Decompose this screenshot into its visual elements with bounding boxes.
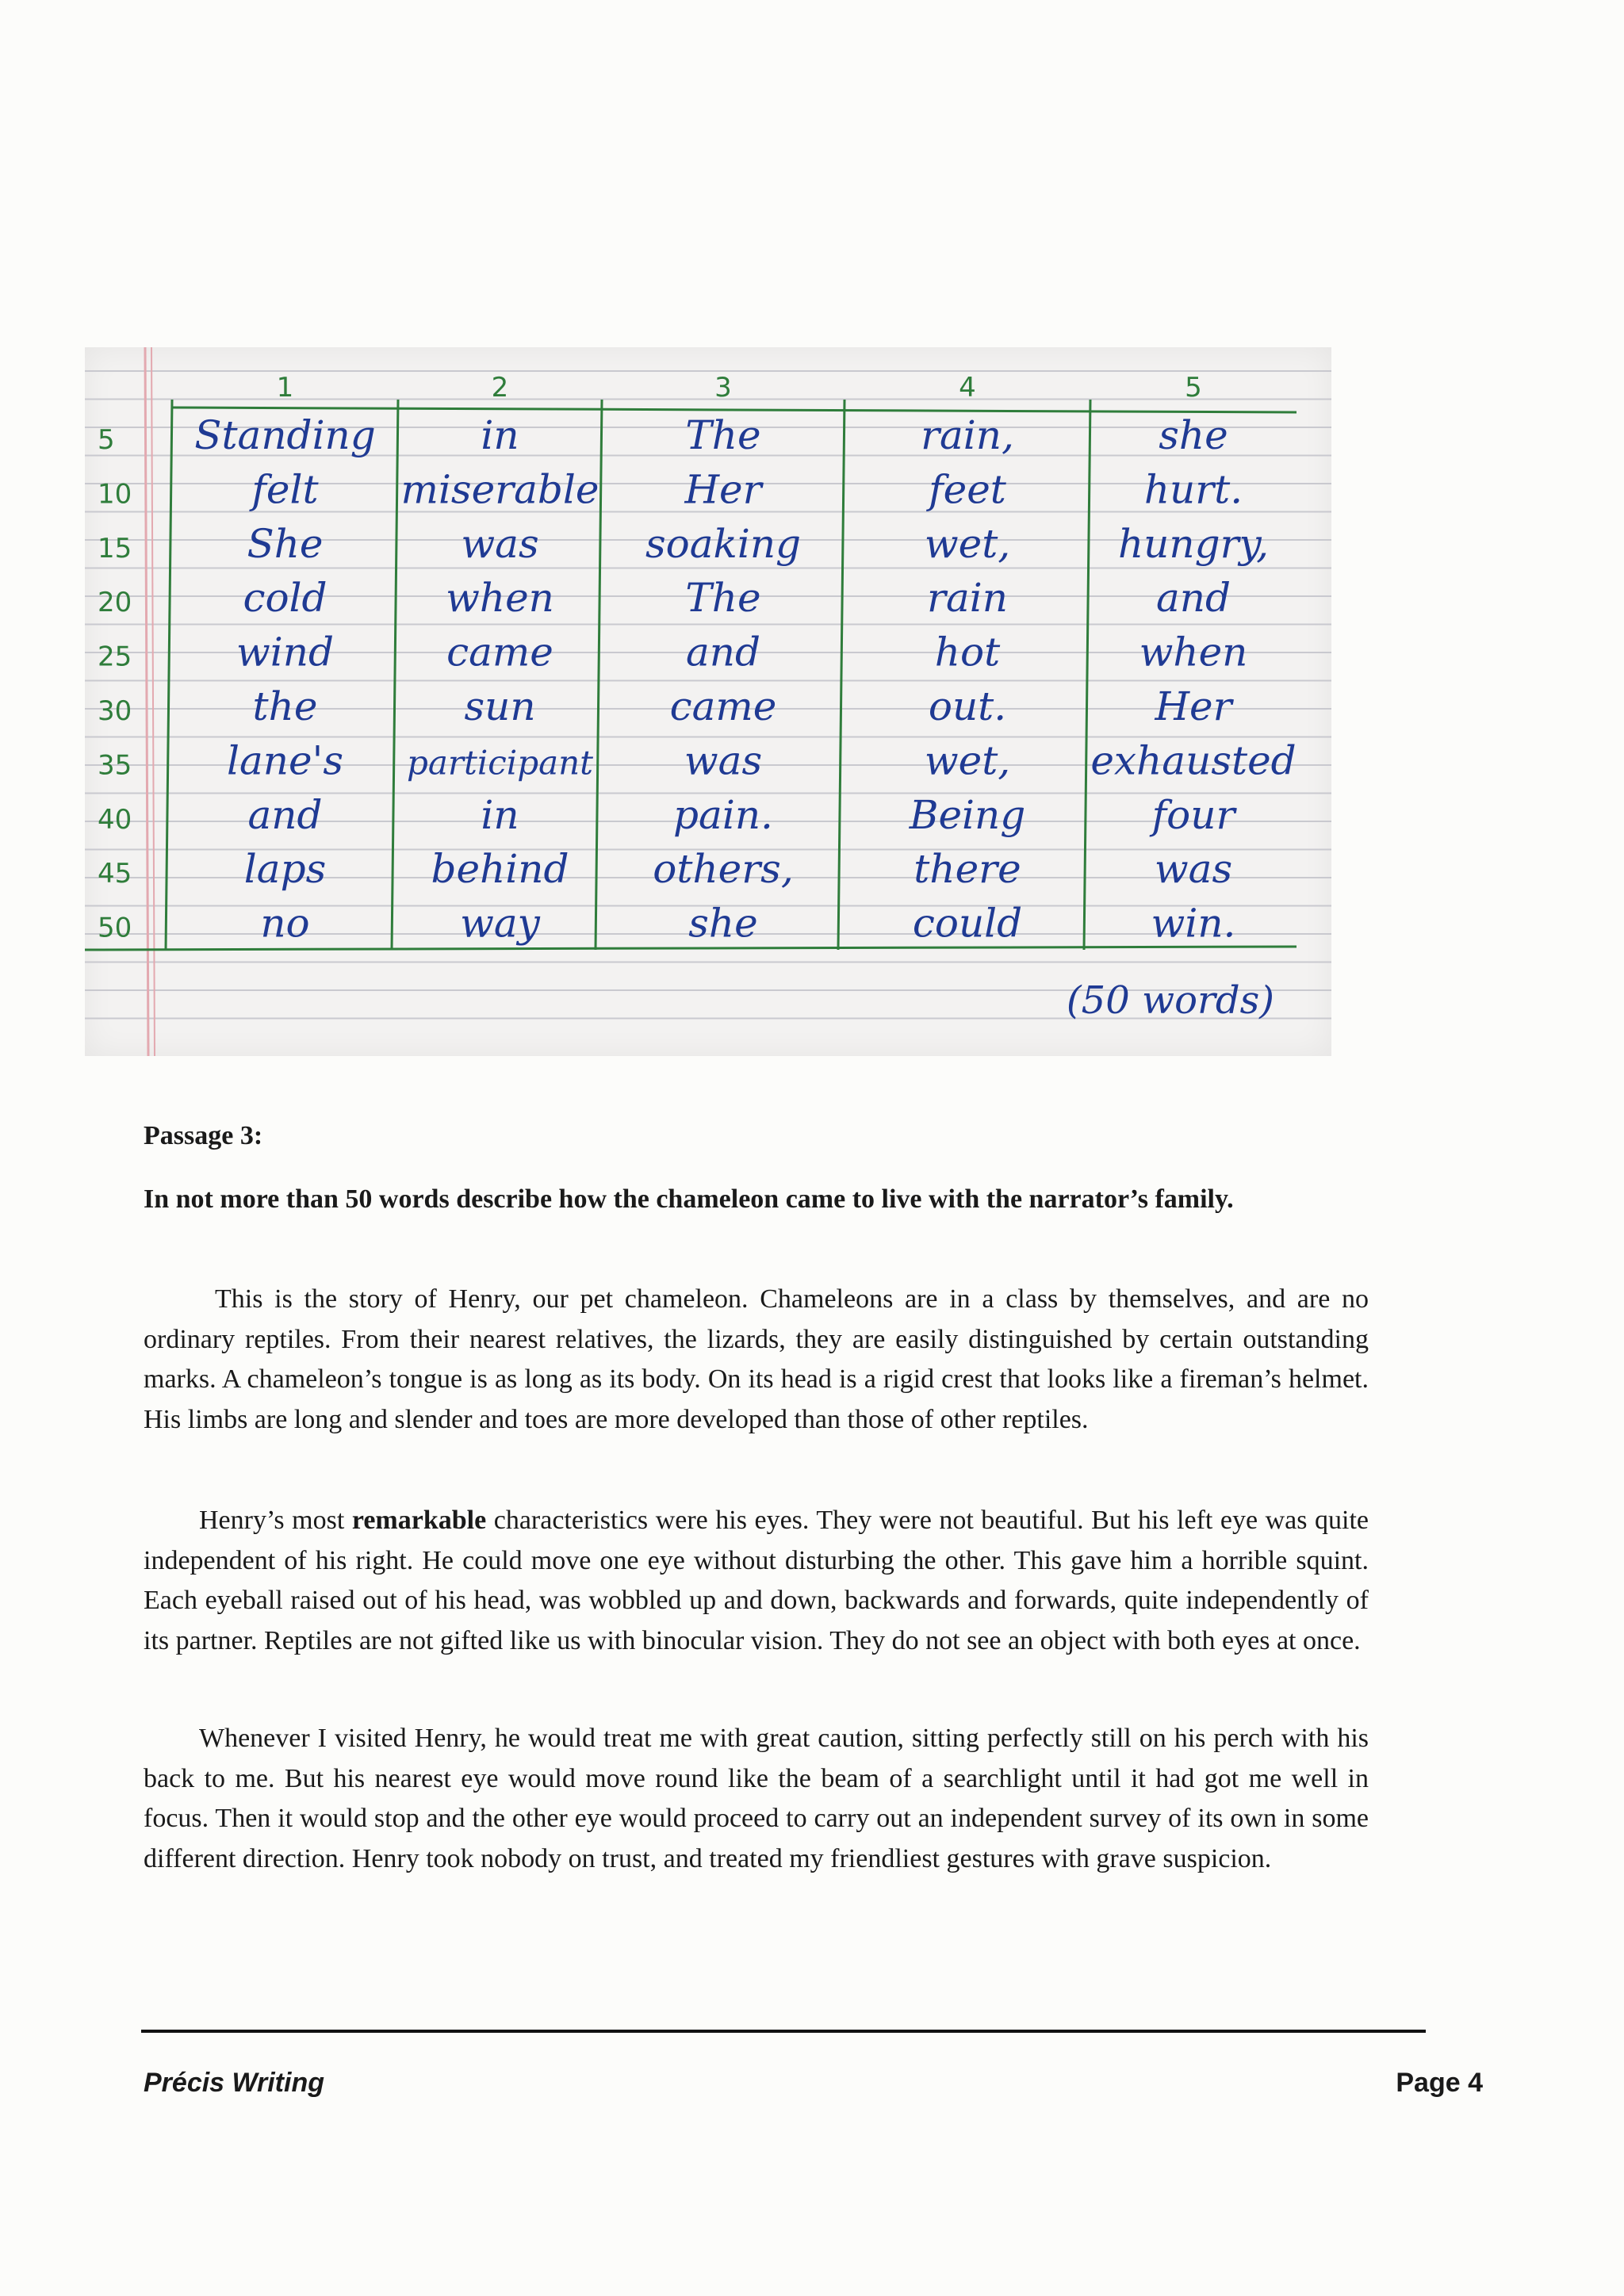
handwritten-word: way <box>460 900 540 947</box>
column-number: 3 <box>714 372 732 404</box>
handwritten-word: no <box>260 900 310 947</box>
handwritten-word: feet <box>929 466 1006 513</box>
handwritten-word: was <box>684 737 763 784</box>
table-column-line <box>838 400 845 950</box>
word-count-label: 20 <box>98 587 132 619</box>
word-count-label: 45 <box>98 858 132 890</box>
handwritten-word: rain <box>927 575 1008 622</box>
word-count-label: 10 <box>98 478 132 511</box>
footer-divider <box>141 2030 1426 2033</box>
handwritten-word: She <box>247 520 324 567</box>
footer-page-number: Page 4 <box>1396 2068 1483 2098</box>
handwritten-word: felt <box>251 466 319 513</box>
paragraph-2 <box>144 1501 1369 1661</box>
handwritten-word: there <box>914 846 1021 893</box>
paragraph-2-rest: characteristics were his eyes. They were not beautiful. But his left eye was quite independent of his right. He could move one eye without disturbing the other. This gave him a horrible squint. Each eyeball raised out of his head, was wobbled up and down, backwards and forwards, quite independently of its partner. Reptiles are not gifted like us with binocular vision. They do not see an object with both eyes at once. <box>144 1506 1369 1655</box>
passage-title: Passage 3: <box>144 1121 263 1150</box>
handwritten-word: was <box>1154 846 1233 893</box>
handwritten-word: was <box>461 520 539 567</box>
handwritten-word: hurt. <box>1143 466 1243 513</box>
handwritten-word: pain. <box>673 791 773 838</box>
table-column-line <box>392 400 398 950</box>
handwritten-word: she <box>688 900 758 947</box>
paragraph-2-bold-word: remarkable <box>351 1506 487 1535</box>
handwritten-word: when <box>1139 629 1248 675</box>
handwritten-word: laps <box>243 846 327 893</box>
word-count-label: 25 <box>98 641 132 673</box>
table-column-line <box>1084 400 1090 950</box>
handwritten-word: wind <box>236 629 334 675</box>
footer-title: Précis Writing <box>144 2068 324 2098</box>
handwritten-word: the <box>252 683 318 729</box>
handwritten-word: hot <box>934 629 1001 675</box>
handwritten-word: out. <box>928 683 1007 729</box>
notebook-photo <box>85 347 1331 1056</box>
paragraph-1: This is the story of Henry, our pet chameleon. Chameleons are in a class by themselves, and are no ordinary reptiles. From their nearest relatives, the lizards, they are easily distinguished by certain outstanding marks. A chameleon’s tongue is as long as its body. On its head is a rigid crest that looks like a fireman’s helmet. His limbs are long and slender and toes are more developed than those of other reptiles. <box>144 1284 1369 1434</box>
handwritten-word: and <box>685 629 761 675</box>
handwritten-word: and <box>1155 575 1231 622</box>
handwritten-word: The <box>685 412 761 458</box>
handwritten-word: Being <box>909 791 1026 838</box>
word-count-label: 40 <box>98 803 132 836</box>
handwritten-word: cold <box>243 575 327 622</box>
handwritten-word: wet, <box>924 520 1011 567</box>
handwritten-word: soaking <box>645 520 802 567</box>
handwritten-word: lane's <box>227 737 343 784</box>
handwritten-word: came <box>669 683 777 729</box>
column-number: 1 <box>276 372 294 404</box>
handwritten-word: participant <box>406 743 594 783</box>
handwritten-word: could <box>912 900 1023 947</box>
word-count-label: 35 <box>98 749 132 782</box>
column-number: 4 <box>959 372 976 404</box>
word-total-note: (50 words) <box>1066 978 1274 1023</box>
handwritten-word: when <box>446 575 554 622</box>
word-count-table <box>85 347 1331 1056</box>
handwritten-word: sun <box>464 683 536 729</box>
handwritten-word: Standing <box>194 412 376 458</box>
column-number: 5 <box>1185 372 1202 404</box>
handwritten-word: came <box>446 629 553 675</box>
handwritten-word: exhausted <box>1090 737 1297 784</box>
handwritten-word: rain, <box>921 412 1014 458</box>
handwritten-word: miserable <box>400 466 599 513</box>
handwritten-word: in <box>481 412 519 458</box>
table-column-line <box>166 400 172 950</box>
handwritten-word: Her <box>1155 683 1232 729</box>
handwritten-word: hungry, <box>1117 520 1270 567</box>
word-count-label: 5 <box>98 424 115 456</box>
handwritten-word: she <box>1159 412 1228 458</box>
word-count-label: 30 <box>98 695 132 727</box>
passage-question: In not more than 50 words describe how the chameleon came to live with the narrator’s family. <box>144 1184 1234 1214</box>
handwritten-word: others, <box>653 846 794 893</box>
handwritten-word: Her <box>684 466 762 513</box>
column-number: 2 <box>491 372 509 404</box>
handwritten-word: in <box>481 791 519 838</box>
handwritten-word: win. <box>1151 900 1236 947</box>
table-bottom-border <box>85 947 1297 950</box>
handwritten-word: and <box>247 791 323 838</box>
handwritten-word: behind <box>431 846 569 893</box>
paragraph-2-start: Henry’s most <box>199 1506 352 1535</box>
paragraph-3: Whenever I visited Henry, he would treat me with great caution, sitting perfectly still on his perch with his back to me. But his nearest eye would move round like the beam of a searchlight until it had got me well in focus. Then it would stop and the other eye would proceed to carry out an independent survey of its own in some different direction. Henry took nobody on trust, and treated my friendliest gestures with grave suspicion. <box>144 1724 1369 1873</box>
handwritten-word: four <box>1151 791 1235 838</box>
handwritten-word: The <box>685 575 761 622</box>
handwritten-word: wet, <box>924 737 1011 784</box>
word-count-label: 50 <box>98 912 132 944</box>
word-count-label: 15 <box>98 532 132 564</box>
